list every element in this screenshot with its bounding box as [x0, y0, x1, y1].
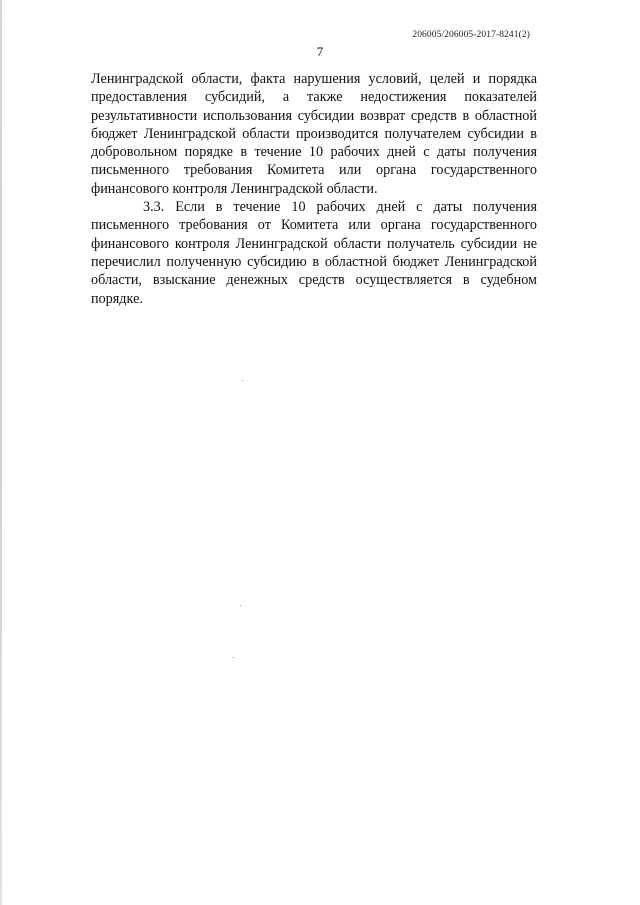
scan-speck [240, 605, 241, 606]
scan-speck [242, 380, 243, 381]
paragraph-continuation: Ленинградской области, факта нарушения условий, целей и порядка предоставления субсидий, а также недостижения показателей результативности использования субсидии возврат средств в областной бюджет Ленинградской области производится получателем субсидии в добровольном порядке в течение 10 рабочих дней с даты получения письменного требования Комитета или органа государственного финансового контроля Ленинградской области. [91, 71, 537, 197]
document-code: 206005/206005-2017-8241(2) [412, 30, 530, 40]
scan-speck [233, 657, 234, 658]
page-number: 7 [316, 44, 324, 59]
scan-edge [0, 0, 2, 905]
document-body [91, 70, 537, 308]
paragraph-3-3: 3.3. Если в течение 10 рабочих дней с даты получения письменного требования от Комитета или органа государственного финансового контроля Ленинградской области получатель субсидии не перечислил полученную субсидию в областной бюджет Ленинградской области, взыскание денежных средств осуществляется в судебном порядке. [91, 199, 537, 307]
